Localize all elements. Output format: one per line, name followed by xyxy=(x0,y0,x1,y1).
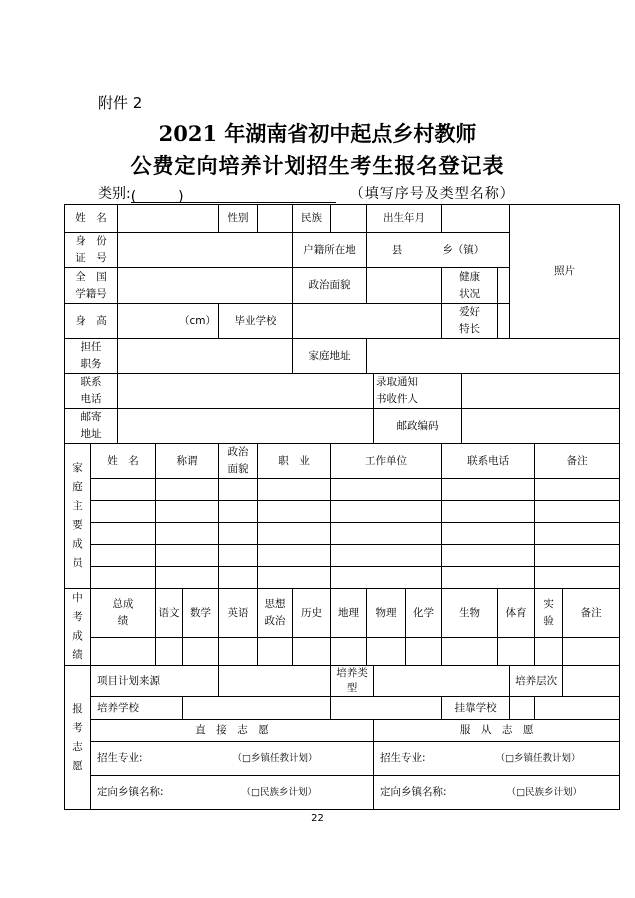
obey-town-task-option[interactable]: （□乡镇任教计划） xyxy=(495,753,581,764)
obey-town-label: 定向乡镇名称: xyxy=(380,786,447,798)
affil-school-field[interactable] xyxy=(510,697,535,720)
category-note: （填写序号及类型名称） xyxy=(349,186,515,202)
exam-score-row xyxy=(65,638,620,666)
title-line-2: 公费定向培养计划招生考生报名登记表 xyxy=(130,153,505,178)
id-field[interactable] xyxy=(118,233,293,268)
train-type-label: 培养类型 xyxy=(331,666,374,697)
exam-side-label xyxy=(65,589,91,666)
exam-score-cell[interactable] xyxy=(535,638,563,666)
family-cell[interactable] xyxy=(219,567,258,589)
town-label: 乡（镇） xyxy=(442,243,485,256)
name-label: 姓 名 xyxy=(65,205,118,233)
exam-score-cell[interactable] xyxy=(293,638,331,666)
family-row xyxy=(65,523,620,545)
family-cell[interactable] xyxy=(258,545,331,567)
family-cell[interactable] xyxy=(219,523,258,545)
obey-town-field[interactable] xyxy=(374,776,620,810)
politics-field[interactable] xyxy=(367,268,442,304)
mail-addr-label-text: 邮寄 地址 xyxy=(80,411,102,440)
category-paren: ( ) xyxy=(130,189,184,205)
id-label-text: 身 份 证 号 xyxy=(75,235,107,264)
direct-town-task-option[interactable]: （□乡镇任教计划） xyxy=(232,753,318,764)
wish-side-label xyxy=(65,666,91,810)
family-header-workplace: 工作单位 xyxy=(331,444,442,479)
plan-source-label: 项目计划来源 xyxy=(91,666,219,697)
exam-header-math: 数学 xyxy=(183,589,219,638)
hobby-label xyxy=(442,304,498,339)
exam-score-cell[interactable] xyxy=(406,638,442,666)
post-field[interactable] xyxy=(118,339,293,374)
direct-town-field[interactable] xyxy=(91,776,374,810)
phone-field[interactable] xyxy=(118,374,374,409)
exam-score-cell[interactable] xyxy=(219,638,258,666)
family-row xyxy=(65,567,620,589)
family-cell[interactable] xyxy=(91,523,156,545)
hobby-field[interactable] xyxy=(498,304,510,339)
family-cell[interactable] xyxy=(258,479,331,501)
family-cell[interactable] xyxy=(535,523,620,545)
exam-header-chemistry: 化学 xyxy=(406,589,442,638)
train-school-field[interactable] xyxy=(183,697,331,720)
family-cell[interactable] xyxy=(258,501,331,523)
family-header-remark: 备注 xyxy=(535,444,620,479)
exam-header-english: 英语 xyxy=(219,589,258,638)
exam-header-experiment xyxy=(535,589,563,638)
family-cell[interactable] xyxy=(91,479,156,501)
train-type-field[interactable] xyxy=(374,666,510,697)
registration-form xyxy=(64,204,620,810)
receiver-field[interactable] xyxy=(462,374,620,409)
exam-header-ideology-text: 思想 政治 xyxy=(264,598,286,627)
postcode-label: 邮政编码 xyxy=(374,409,462,444)
family-cell[interactable] xyxy=(331,523,442,545)
mail-addr-field[interactable] xyxy=(118,409,374,444)
family-cell[interactable] xyxy=(219,501,258,523)
family-header-name: 姓 名 xyxy=(91,444,156,479)
post-label-text: 担任 职务 xyxy=(80,341,102,370)
politics-label: 政治面貌 xyxy=(293,268,367,304)
plan-source-field[interactable] xyxy=(219,666,331,697)
obey-major-field[interactable] xyxy=(374,742,620,776)
family-cell[interactable] xyxy=(258,523,331,545)
receiver-label xyxy=(374,374,462,409)
exam-header-ideology xyxy=(258,589,293,638)
mail-addr-label xyxy=(65,409,118,444)
family-cell[interactable] xyxy=(331,479,442,501)
exam-header-total-text: 总成 绩 xyxy=(112,598,134,627)
direct-major-field[interactable] xyxy=(91,742,374,776)
grad-school-label: 毕业学校 xyxy=(219,304,293,339)
gender-label: 性别 xyxy=(219,205,258,233)
phone-label-text: 联系 电话 xyxy=(80,376,102,405)
exam-header-experiment-text: 实 验 xyxy=(543,598,554,627)
hukou-field[interactable] xyxy=(367,233,510,268)
family-header-job: 职 业 xyxy=(258,444,331,479)
exam-header-geography: 地理 xyxy=(331,589,367,638)
family-cell[interactable] xyxy=(442,501,535,523)
train-school-spacer[interactable] xyxy=(331,697,442,720)
id-label xyxy=(65,233,118,268)
family-cell[interactable] xyxy=(219,479,258,501)
family-cell[interactable] xyxy=(535,567,620,589)
category-line xyxy=(98,183,515,203)
height-field[interactable] xyxy=(118,304,219,339)
postcode-field[interactable] xyxy=(462,409,620,444)
county-label: 县 xyxy=(391,243,403,256)
exam-header-history: 历史 xyxy=(293,589,331,638)
family-header-relation: 称谓 xyxy=(156,444,219,479)
family-side-label xyxy=(65,444,91,589)
exam-side-text: 中考成绩 xyxy=(72,592,83,661)
direct-town-label: 定向乡镇名称: xyxy=(97,786,164,798)
birth-label: 出生年月 xyxy=(367,205,442,233)
family-cell[interactable] xyxy=(535,479,620,501)
family-row xyxy=(65,479,620,501)
family-header-politics-text: 政治 面貌 xyxy=(227,446,249,475)
health-label-text: 健康 状况 xyxy=(459,270,481,300)
obey-wish-header: 服 从 志 愿 xyxy=(374,720,620,742)
name-field[interactable] xyxy=(118,205,219,233)
family-cell[interactable] xyxy=(442,479,535,501)
direct-ethnic-option[interactable]: （□民族乡计划） xyxy=(241,787,318,798)
affil-school-label: 挂靠学校 xyxy=(442,697,510,720)
receiver-label-text: 录取通知 书收件人 xyxy=(376,376,419,405)
home-addr-field[interactable] xyxy=(367,339,620,374)
exam-score-cell[interactable] xyxy=(442,638,498,666)
family-header-phone: 联系电话 xyxy=(442,444,535,479)
family-header-politics xyxy=(219,444,258,479)
category-field[interactable] xyxy=(131,186,336,203)
family-cell[interactable] xyxy=(331,545,442,567)
grad-school-field[interactable] xyxy=(293,304,442,339)
health-label xyxy=(442,268,498,304)
exam-score-cell[interactable] xyxy=(183,638,219,666)
page-number: 22 xyxy=(311,813,324,824)
exam-header-physics: 物理 xyxy=(367,589,406,638)
train-level-field[interactable] xyxy=(563,666,620,697)
family-row xyxy=(65,545,620,567)
phone-label xyxy=(65,374,118,409)
exam-score-cell[interactable] xyxy=(91,638,156,666)
exam-score-cell[interactable] xyxy=(156,638,183,666)
family-cell[interactable] xyxy=(91,501,156,523)
height-label: 身 高 xyxy=(65,304,118,339)
photo-box[interactable]: 照片 xyxy=(510,205,620,339)
family-cell[interactable] xyxy=(156,523,219,545)
family-cell[interactable] xyxy=(331,567,442,589)
obey-major-label: 招生专业: xyxy=(380,752,426,764)
family-cell[interactable] xyxy=(219,545,258,567)
category-label: 类别: xyxy=(98,186,131,202)
exam-score-cell[interactable] xyxy=(498,638,535,666)
ethnicity-label: 民族 xyxy=(293,205,331,233)
train-level-label: 培养层次 xyxy=(510,666,563,697)
exam-score-cell[interactable] xyxy=(563,638,620,666)
direct-wish-header: 直 接 志 愿 xyxy=(91,720,374,742)
family-cell[interactable] xyxy=(535,545,620,567)
exam-score-cell[interactable] xyxy=(331,638,367,666)
family-cell[interactable] xyxy=(442,567,535,589)
gender-field[interactable] xyxy=(258,205,293,233)
family-cell[interactable] xyxy=(535,501,620,523)
family-cell[interactable] xyxy=(442,523,535,545)
exam-header-chinese: 语文 xyxy=(156,589,183,638)
train-school-label: 培养学校 xyxy=(91,697,183,720)
family-cell[interactable] xyxy=(258,567,331,589)
home-addr-label: 家庭地址 xyxy=(293,339,367,374)
attachment-label: 附件 2 xyxy=(98,94,143,112)
exam-header-pe: 体育 xyxy=(498,589,535,638)
cm-unit: （cm） xyxy=(179,314,217,327)
hukou-label: 户籍所在地 xyxy=(293,233,367,268)
obey-ethnic-option[interactable]: （□民族乡计划） xyxy=(506,787,583,798)
hobby-label-text: 爱好 特长 xyxy=(459,306,481,335)
family-cell[interactable] xyxy=(331,501,442,523)
student-no-label xyxy=(65,268,118,304)
exam-header-remark: 备注 xyxy=(563,589,620,638)
student-no-field[interactable] xyxy=(118,268,293,304)
wish-side-text: 报考志愿 xyxy=(72,702,83,772)
exam-header-total xyxy=(91,589,156,638)
family-cell[interactable] xyxy=(156,545,219,567)
student-no-label-text: 全 国 学籍号 xyxy=(75,270,107,300)
exam-score-cell[interactable] xyxy=(258,638,293,666)
family-cell[interactable] xyxy=(156,567,219,589)
direct-major-label: 招生专业: xyxy=(97,752,143,764)
exam-score-cell[interactable] xyxy=(367,638,406,666)
health-field[interactable] xyxy=(498,268,510,304)
family-cell[interactable] xyxy=(91,567,156,589)
birth-field[interactable] xyxy=(442,205,510,233)
family-cell[interactable] xyxy=(156,501,219,523)
post-label xyxy=(65,339,118,374)
ethnicity-field[interactable] xyxy=(331,205,367,233)
family-cell[interactable] xyxy=(156,479,219,501)
family-cell[interactable] xyxy=(91,545,156,567)
family-side-text: 家庭主要成员 xyxy=(72,462,83,569)
title-line-1: 2021 年湖南省初中起点乡村教师 xyxy=(158,121,477,146)
exam-header-biology: 生物 xyxy=(442,589,498,638)
affil-school-spacer[interactable] xyxy=(535,697,620,720)
family-cell[interactable] xyxy=(442,545,535,567)
family-row xyxy=(65,501,620,523)
